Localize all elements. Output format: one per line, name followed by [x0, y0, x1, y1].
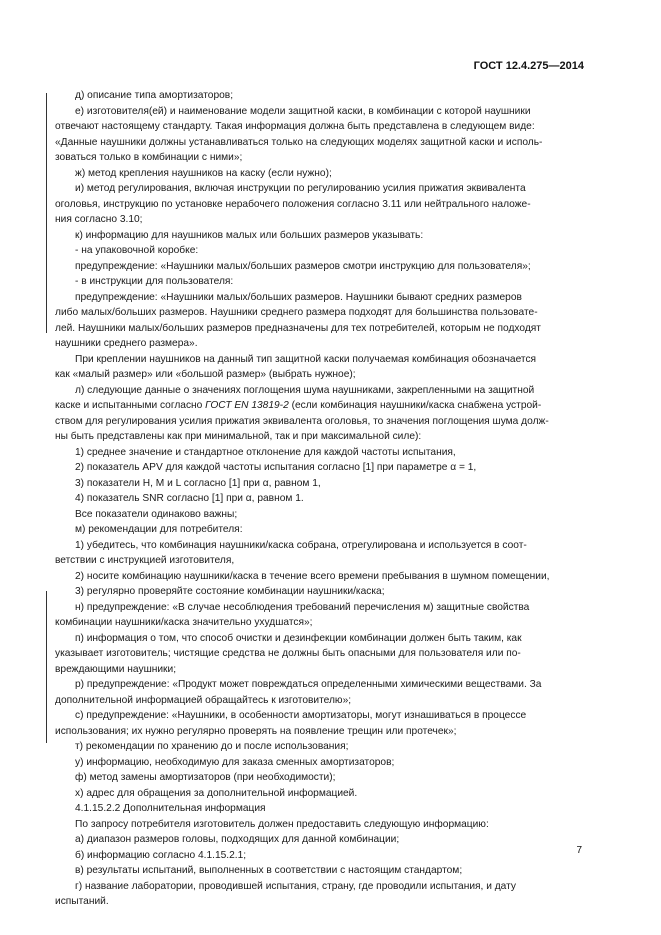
text-span: каске и испытанными согласно — [55, 400, 206, 411]
text-line: указывает изготовитель; чистящие средства не должны быть опасными для пользователя или по- — [55, 648, 521, 659]
page-number: 7 — [576, 845, 582, 856]
text-line: к) информацию для наушников малых или больших размеров указывать: — [75, 229, 424, 241]
text-line: т) рекомендации по хранению до и после использования; — [75, 741, 349, 752]
text-line: комбинации наушники/каска значительно ухудшатся»; — [55, 617, 313, 628]
text-line: либо малых/больших размеров. Наушники среднего размера подходят для большинства пользовате- — [55, 307, 538, 318]
text-line: ны быть представлены как при минимальной, так и при максимальной силе): — [55, 431, 422, 442]
change-bar — [46, 93, 47, 333]
text-line: зоваться только в комбинации с ними»; — [55, 152, 243, 163]
text-line: п) информация о том, что способ очистки и дезинфекции комбинации должен быть таким, как — [75, 632, 522, 644]
text-line: Все показатели одинаково важны; — [75, 508, 238, 520]
text-line: б) информацию согласно 4.1.15.2.1; — [75, 849, 247, 861]
text-line: 1) убедитесь, что комбинация наушники/каска собрана, отрегулирована и используется в соот- — [75, 539, 527, 551]
text-span: (если комбинация наушники/каска снабжена устрой- — [288, 400, 542, 411]
text-line: ния согласно 3.10; — [55, 214, 143, 225]
text-line: с) предупреждение: «Наушники, в особенности амортизаторы, могут изнашиваться в процессе — [75, 710, 527, 721]
text-line: у) информацию, необходимую для заказа сменных амортизаторов; — [75, 756, 395, 768]
text-line: х) адрес для обращения за дополнительной информацией. — [75, 787, 358, 799]
text-line: При креплении наушников на данный тип защитной каски получаемая комбинация обозначается — [75, 353, 537, 365]
text-line: использования; их нужно регулярно проверять на появление трещин или протечек»; — [55, 725, 457, 737]
change-bar — [46, 591, 47, 743]
text-line: оголовья, инструкцию по установке нерабочего положения согласно 3.11 или нейтрального наложе- — [55, 198, 531, 210]
text-line: По запросу потребителя изготовитель должен предоставить следующую информацию: — [75, 818, 489, 830]
text-line: 2) показатель APV для каждой частоты испытания согласно [1] при параметре α = 1, — [75, 462, 477, 473]
section-heading: 4.1.15.2.2 Дополнительная информация — [75, 803, 266, 814]
text-line: н) предупреждение: «В случае несоблюдения требований перечисления м) защитные свойства — [75, 601, 530, 613]
text-line: м) рекомендации для потребителя: — [75, 524, 243, 535]
text-line: лей. Наушники малых/больших размеров предназначены для тех потребителей, которым не подходят — [55, 322, 541, 334]
text-line: предупреждение: «Наушники малых/больших размеров смотри инструкцию для пользователя»; — [75, 260, 531, 272]
standard-header: ГОСТ 12.4.275—2014 — [473, 60, 584, 72]
text-line: наушники среднего размера». — [55, 338, 198, 349]
text-line: а) диапазон размеров головы, подходящих для данной комбинации; — [75, 834, 400, 845]
text-line: ством для регулирования усилия прижатия эквивалента оголовья, то значения поглощения шума долж- — [55, 415, 549, 427]
text-line: ветствии с инструкцией изготовителя, — [55, 555, 235, 566]
text-line: 3) показатели H, M и L согласно [1] при α, равном 1, — [75, 477, 321, 489]
text-line: отвечают настоящему стандарту. Такая информация должна быть представлена в следующем виде: — [55, 121, 535, 132]
text-line: 2) носите комбинацию наушники/каска в течение всего времени пребывания в шумном помещении, — [75, 570, 550, 582]
text-line: ж) метод крепления наушников на каску (если нужно); — [75, 167, 332, 179]
standard-reference: ГОСТ EN 13819-2 — [205, 400, 289, 411]
text-line: г) название лаборатории, проводившей испытания, страну, где проводили испытания, и дату — [75, 880, 516, 892]
text-line: - в инструкции для пользователя: — [75, 276, 234, 287]
text-line — [55, 398, 582, 414]
text-line: 3) регулярно проверяйте состояние комбинации наушники/каска; — [75, 586, 385, 597]
text-line: предупреждение: «Наушники малых/больших размеров. Наушники бывают средних размеров — [75, 291, 522, 303]
text-line: д) описание типа амортизаторов; — [75, 90, 234, 101]
text-line: 1) среднее значение и стандартное отклонение для каждой частоты испытания, — [75, 446, 456, 458]
text-line: и) метод регулирования, включая инструкции по регулированию усилия прижатия эквивалента — [75, 183, 526, 194]
text-line: вреждающими наушники; — [55, 663, 177, 675]
text-line: - на упаковочной коробке: — [75, 245, 199, 256]
text-line: ф) метод замены амортизаторов (при необходимости); — [75, 772, 336, 783]
text-line: в) результаты испытаний, выполненных в соответствии с настоящим стандартом; — [75, 865, 463, 876]
text-line: е) изготовителя(ей) и наименование модели защитной каски, в комбинации с которой наушники — [75, 105, 531, 117]
text-line: «Данные наушники должны устанавливаться только на следующих моделях защитной каски и исполь- — [55, 136, 543, 148]
document-body — [55, 88, 582, 910]
text-line: как «малый размер» или «большой размер» (выбрать нужное); — [55, 369, 356, 380]
text-line: р) предупреждение: «Продукт может повреждаться определенными химическими веществами. За — [75, 679, 542, 690]
text-line: л) следующие данные о значениях поглощения шума наушниками, закрепленными на защитной — [75, 384, 535, 396]
text-line: испытаний. — [55, 896, 109, 907]
text-line: 4) показатель SNR согласно [1] при α, равном 1. — [75, 493, 304, 504]
text-line: дополнительной информацией обращайтесь к изготовителю»; — [55, 694, 352, 706]
